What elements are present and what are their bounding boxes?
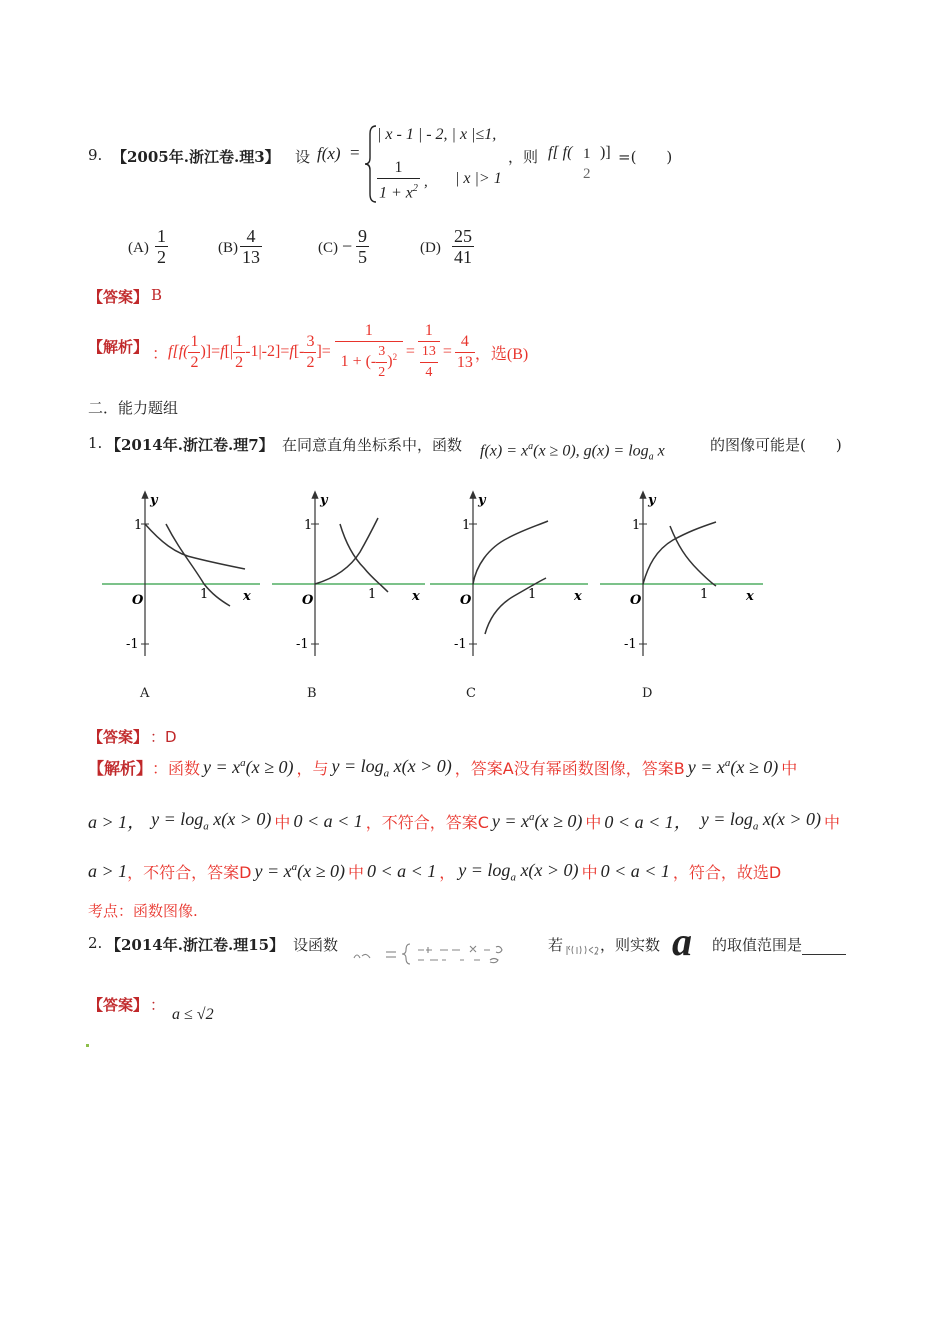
q9-eq: = [350, 143, 360, 162]
q9-ask-close: )] [600, 144, 611, 161]
graph-c-curve-log [485, 578, 546, 634]
q9-option-d-label: (D) [420, 240, 441, 256]
q9-fx: f(x) [317, 144, 341, 163]
q9-option-c-sign: − [342, 236, 353, 256]
q2-ruo: 若 [548, 936, 564, 954]
q9-option-a-label: (A) [128, 240, 149, 256]
graph-c-x-label: x [574, 589, 582, 604]
graph-d-origin: O [630, 593, 642, 608]
graph-d-curve-log [670, 526, 716, 586]
graph-d-y-label: y [648, 493, 656, 508]
q9-ask-f: f[ f( [548, 144, 573, 161]
q2-number: 2. [88, 934, 103, 952]
q9-number: 9. [88, 146, 103, 164]
q1-analysis-line1: 【解析】 ：函数 $y = x^a(x \ge 0)$ ，与 $y = \log_a x(x > 0)$ ，答案A没有幂函数图像，答案B $y = x^a(x \ge 0)$ 中 [88, 756, 798, 780]
q9-option-a-value: $\frac{1}{2}$ [157, 226, 166, 267]
q9-option-b-value: $\frac{4}{13}$ [242, 226, 260, 267]
graph-a-tick-neg1: -1 [126, 637, 139, 652]
q9-option-b-label: (B) [218, 240, 238, 256]
graph-a-tick-1: 1 [134, 518, 143, 533]
section-title: 二．能力题组 [88, 399, 179, 417]
q1-answer: ：D [150, 728, 177, 746]
q9-lead: 设 [295, 148, 311, 166]
graph-d-curve-power [643, 522, 716, 584]
q2-text: 设函数 [293, 936, 339, 954]
graph-b-origin: O [302, 593, 314, 608]
graph-b-y-label: y [320, 493, 328, 508]
graph-b-x-label: x [412, 589, 420, 604]
graph-b-x-tick-1: 1 [368, 587, 377, 602]
graph-c-x-tick-1: 1 [528, 587, 537, 602]
q2-answer: a ≤ √2 [172, 1006, 214, 1023]
graph-a-curve-power [145, 524, 245, 569]
graph-b [270, 486, 430, 666]
graph-c-label: C [466, 686, 476, 701]
q9-case2-den: $1 + x^2$ [379, 183, 418, 202]
q1-tail: 的图像可能是( ) [710, 436, 842, 454]
q9-option-c-value: $\frac{9}{5}$ [358, 226, 367, 267]
q2-answer-tag: 【答案】 [88, 996, 149, 1014]
q9-ask-frac [581, 144, 593, 184]
q1-text: 在同意直角坐标系中，函数 [282, 436, 463, 454]
q2-condition-image [565, 942, 599, 958]
q9-ask-num: 1 [583, 146, 591, 162]
graph-c-curve-power [473, 521, 548, 584]
q1-source: 【2014年.浙江卷.理7】 [106, 436, 274, 454]
q1-number: 1. [88, 434, 103, 452]
graph-b-curve-log [340, 524, 388, 592]
graph-a-label: A [140, 686, 150, 701]
graph-c-tick-1: 1 [462, 518, 471, 533]
q9-then: ，则 [508, 148, 539, 166]
q2-source: 【2014年.浙江卷.理15】 [106, 936, 285, 954]
graph-d-tick-1: 1 [632, 518, 641, 533]
q9-case1: | x - 1 | - 2, | x |≤1, [377, 126, 497, 143]
graph-c [428, 486, 593, 666]
graph-b-tick-1: 1 [304, 518, 313, 533]
q9-option-c-label: (C) [318, 240, 338, 256]
q2-tail2: 的取值范围是 [712, 934, 846, 955]
q9-case2-num: 1 [377, 158, 420, 179]
q2-function-image [350, 938, 545, 968]
graph-a [100, 486, 270, 666]
graph-b-label: B [307, 686, 317, 701]
q9-comma: , [424, 174, 428, 190]
q9-ask-tail: =( ) [618, 148, 673, 166]
graph-a-origin: O [132, 593, 144, 608]
graph-c-tick-neg1: -1 [454, 637, 467, 652]
q9-brace [364, 124, 378, 204]
graph-a-x-label: x [243, 589, 251, 604]
q2-tail: ，则实数 [600, 936, 661, 954]
stray-dot [86, 1044, 89, 1047]
q9-case2-cond: | x |> 1 [455, 170, 502, 187]
q9-option-d-value: $\frac{25}{41}$ [454, 226, 472, 267]
q1-kaodian: 考点：函数图像. [88, 902, 198, 920]
q9-analysis-formula: ： f[f( $\frac{1}{2}$ )]= f [| $\frac{1}{2}$ -1|-2]= f [- $\frac{3}{2}$ ]= 1 1 + (- $\frac{3}{2}$ )$^2$ = $\frac{1}{\frac{13}{4}}$ = $\frac{4}{13}$ ，选(B) [152, 322, 529, 380]
graph-d-label: D [642, 686, 653, 701]
q1-analysis-line2: a > 1， $y = \log_a x(x > 0)$ 中 0 < a < 1 ，不符合，答案C $y = x^a(x \ge 0)$ 中 0 < a < 1， $y = \log_a x(x > 0)$ 中 [88, 809, 840, 833]
graph-d-tick-neg1: -1 [624, 637, 637, 652]
graph-a-x-tick-1: 1 [200, 587, 209, 602]
q2-answer-colon: ： [150, 996, 166, 1014]
q9-case2 [377, 158, 420, 203]
q9-analysis-tag: 【解析】 [88, 338, 149, 356]
graph-c-y-label: y [478, 493, 486, 508]
q1-formula: $f(x) = x^a(x \ge 0)$, $g(x) = \log_a x$ [480, 441, 665, 463]
q2-answer-blank [802, 940, 846, 955]
q9-answer-tag: 【答案】 [88, 288, 149, 306]
q9-source: 【2005年.浙江卷.理3】 [112, 148, 280, 166]
q2-variable-a: a [672, 919, 692, 964]
q9-answer: B [151, 286, 163, 304]
q1-answer-tag: 【答案】 [88, 728, 149, 746]
graph-d-x-tick-1: 1 [700, 587, 709, 602]
graph-c-origin: O [460, 593, 472, 608]
graph-a-y-label: y [150, 493, 158, 508]
graph-b-tick-neg1: -1 [296, 637, 309, 652]
graph-d [598, 486, 768, 666]
q1-analysis-line3: a > 1 ，不符合，答案D $y = x^a(x \ge 0)$ 中 0 < a < 1 ， $y = \log_a x(x > 0)$ 中 0 < a < 1 ，符合，故选D [88, 860, 782, 884]
graph-d-x-label: x [746, 589, 754, 604]
graph-a-curve-log [166, 524, 230, 606]
q9-ask-den: 2 [583, 166, 591, 182]
